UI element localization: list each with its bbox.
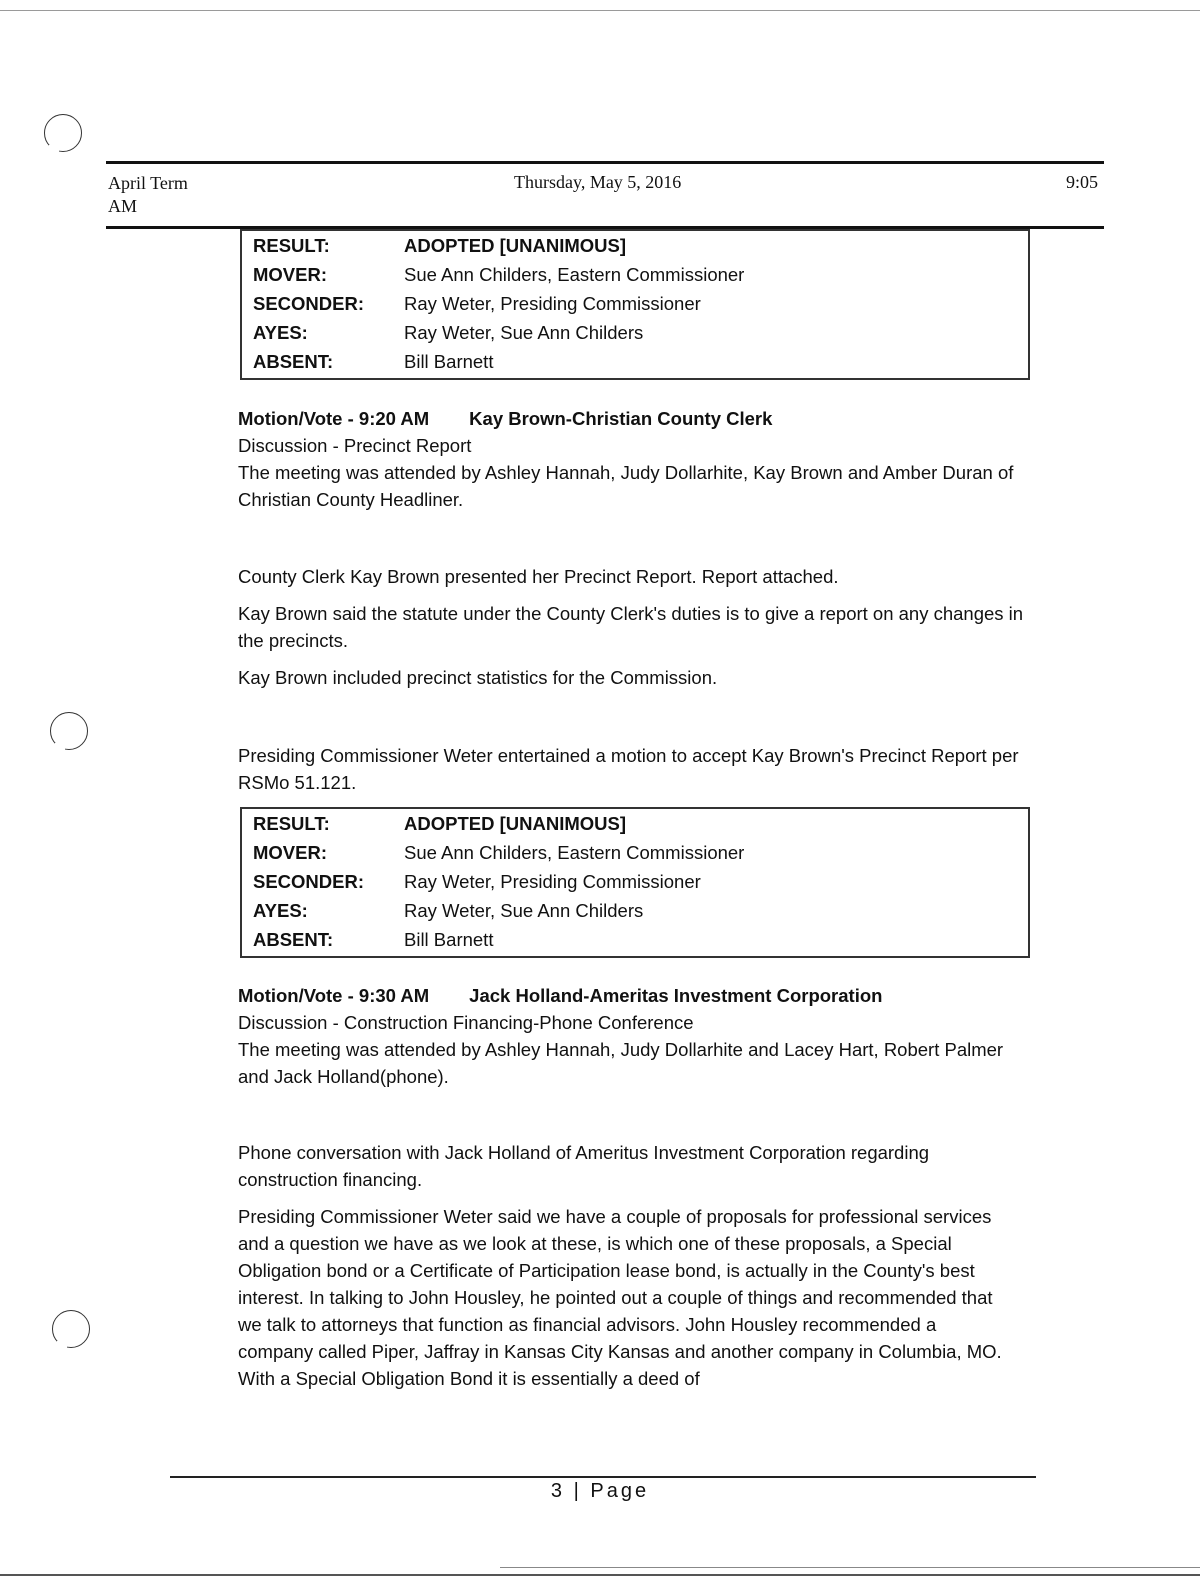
vote-value: Ray Weter, Presiding Commissioner — [404, 293, 701, 314]
header-term-line1: April Term — [108, 173, 188, 193]
motion-section-kay-brown — [238, 405, 1028, 513]
vote-label: ABSENT: — [253, 351, 334, 372]
vote-value: Sue Ann Childers, Eastern Commissioner — [404, 264, 745, 285]
paragraph: Presiding Commissioner Weter said we have a couple of proposals for professional services and a question we have as we look at these, is which one of these proposals, a Special Obligation bond or a Certificate of Participation lease bond, is actually in the County's best interest. In talking to John Housley, he pointed out a couple of things and recommended that we talk to attorneys that function as financial advisors. John Housley recommended a company called Piper, Jaffray in Kansas City Kansas and another company in Columbia, MO. With a Special Obligation Bond it is essentially a deed of — [238, 1206, 1002, 1389]
vote-label: MOVER: — [253, 842, 327, 863]
vote-label: MOVER: — [253, 264, 327, 285]
vote-row-seconder — [242, 869, 1028, 898]
motion-section-jack-holland — [238, 982, 1028, 1090]
attendance-paragraph: The meeting was attended by Ashley Hannah, Judy Dollarhite and Lacey Hart, Robert Palmer and Jack Holland(phone). — [238, 1039, 1004, 1087]
vote-value: Ray Weter, Sue Ann Childers — [404, 322, 644, 343]
discussion-line: Discussion - Precinct Report — [238, 435, 472, 456]
vote-value: ADOPTED [UNANIMOUS] — [404, 813, 626, 834]
motion-heading — [238, 405, 1028, 432]
paragraph: Kay Brown said the statute under the County Clerk's duties is to give a report on any changes in the precincts. — [238, 603, 1024, 651]
vote-value: Bill Barnett — [404, 929, 494, 950]
motion-time: Motion/Vote - 9:30 AM — [238, 985, 430, 1006]
vote-value: Ray Weter, Presiding Commissioner — [404, 871, 701, 892]
vote-result-box — [240, 229, 1030, 380]
section2-body — [238, 1139, 1008, 1392]
attendance-paragraph: The meeting was attended by Ashley Hannah, Judy Dollarhite, Kay Brown and Amber Duran of Christian County Headliner. — [238, 462, 1014, 510]
motion-title: Kay Brown-Christian County Clerk — [469, 408, 773, 429]
motion-heading — [238, 982, 1028, 1009]
scan-edge-top — [0, 10, 1200, 11]
paragraph: Phone conversation with Jack Holland of Ameritus Investment Corporation regarding construction financing. — [238, 1142, 930, 1190]
vote-row-mover — [242, 840, 1028, 869]
punch-hole-icon — [50, 712, 88, 750]
vote-label: SECONDER: — [253, 293, 365, 314]
vote-result-box — [240, 807, 1030, 958]
vote-label: RESULT: — [253, 235, 330, 256]
vote-label: AYES: — [253, 322, 308, 343]
vote-row-result — [242, 233, 1028, 262]
header-rule-top — [106, 161, 1104, 164]
header-date: Thursday, May 5, 2016 — [514, 172, 682, 192]
vote-row-absent — [242, 927, 1028, 956]
motion-title: Jack Holland-Ameritas Investment Corporation — [469, 985, 883, 1006]
vote-value: ADOPTED [UNANIMOUS] — [404, 235, 626, 256]
vote-row-seconder — [242, 291, 1028, 320]
paragraph: Kay Brown included precinct statistics for the Commission. — [238, 667, 718, 688]
punch-hole-icon — [44, 114, 82, 152]
paragraph: County Clerk Kay Brown presented her Precinct Report. Report attached. — [238, 566, 839, 587]
motion-time: Motion/Vote - 9:20 AM — [238, 408, 430, 429]
vote-value: Sue Ann Childers, Eastern Commissioner — [404, 842, 745, 863]
vote-row-result — [242, 811, 1028, 840]
vote-label: RESULT: — [253, 813, 330, 834]
section1-motion-paragraph — [238, 742, 1028, 796]
vote-row-mover — [242, 262, 1028, 291]
header-term — [108, 172, 188, 218]
vote-value: Ray Weter, Sue Ann Childers — [404, 900, 644, 921]
vote-value: Bill Barnett — [404, 351, 494, 372]
vote-label: ABSENT: — [253, 929, 334, 950]
scan-edge-bottom — [0, 1574, 1200, 1576]
vote-row-ayes — [242, 898, 1028, 927]
paragraph: Presiding Commissioner Weter entertained a motion to accept Kay Brown's Precinct Report per RSMo 51.121. — [238, 745, 1019, 793]
discussion-line: Discussion - Construction Financing-Phone Conference — [238, 1012, 694, 1033]
punch-hole-icon — [52, 1310, 90, 1348]
section1-body — [238, 563, 1028, 701]
header-term-line2: AM — [108, 196, 138, 216]
vote-label: AYES: — [253, 900, 308, 921]
vote-row-absent — [242, 349, 1028, 378]
scan-edge-bottom-2 — [500, 1567, 1200, 1568]
footer-rule — [170, 1476, 1036, 1478]
header-time: 9:05 — [1066, 172, 1099, 192]
vote-row-ayes — [242, 320, 1028, 349]
vote-label: SECONDER: — [253, 871, 365, 892]
page-number: 3 | Page — [550, 1480, 650, 1502]
